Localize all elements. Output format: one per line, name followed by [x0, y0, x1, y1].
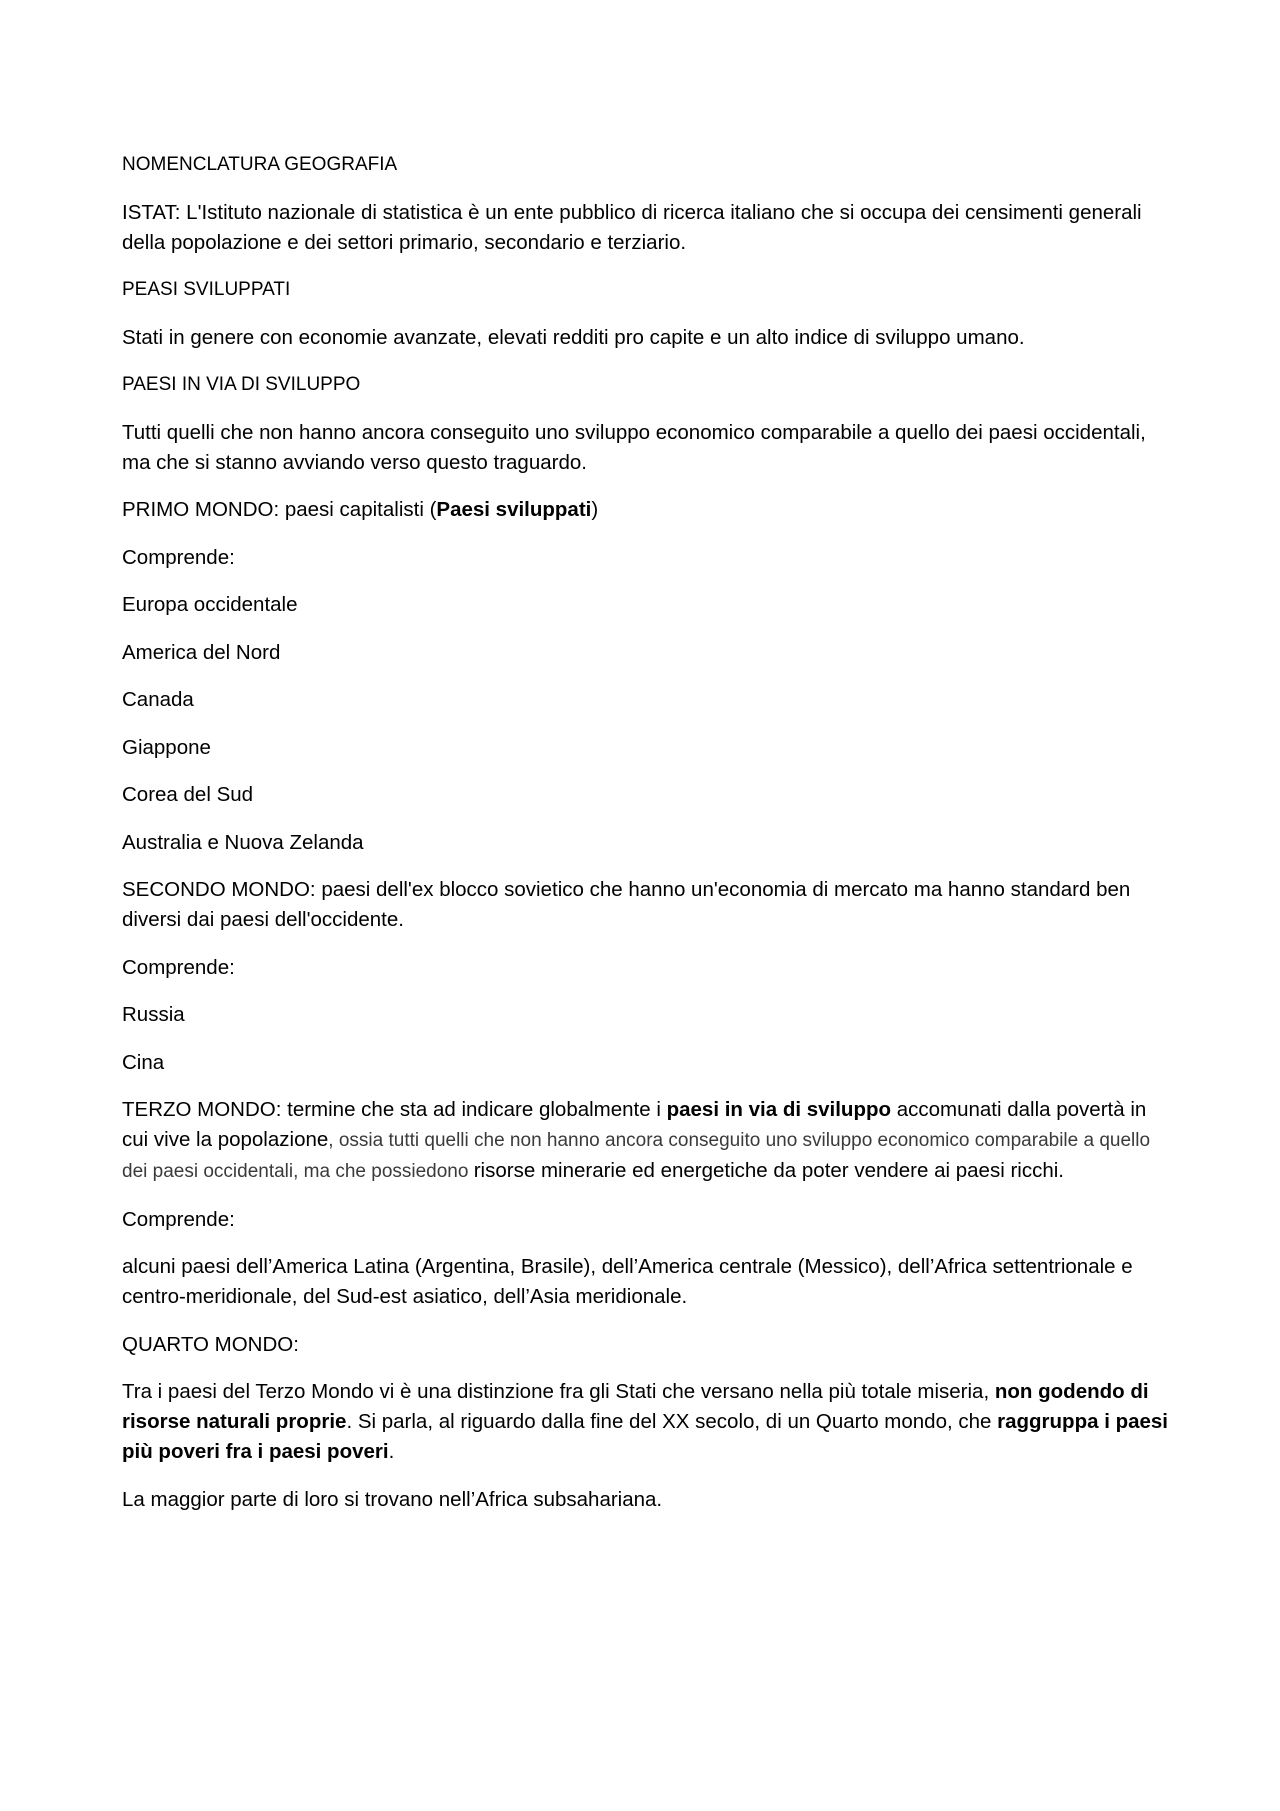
- sviluppati-heading: PEASI SVILUPPATI: [122, 279, 291, 300]
- primo-item: Giappone: [122, 735, 211, 759]
- quarto-part2: . Si parla, al riguardo dalla fine del XX secolo, di un Quarto mondo, che: [346, 1410, 998, 1433]
- secondo-mondo-paragraph: SECONDO MONDO: paesi dell'ex blocco sovietico che hanno un'economia di mercato ma hanno standard ben diversi dai paesi dell'occidente.: [122, 878, 1131, 931]
- sviluppati-paragraph: Stati in genere con economie avanzate, elevati redditi pro capite e un alto indice di sviluppo umano.: [122, 325, 1025, 349]
- quarto-last-paragraph: La maggior parte di loro si trovano nell’Africa subsahariana.: [122, 1487, 663, 1511]
- quarto-bold1: non godendo di risorse naturali proprie: [122, 1380, 1149, 1433]
- in-via-paragraph: Tutti quelli che non hanno ancora conseguito uno sviluppo economico comparabile a quello dei paesi occidentali, ma che si stanno avviando verso questo traguardo.: [122, 420, 1146, 474]
- terzo-thin: , ossia tutti quelli che non hanno ancora conseguito uno sviluppo economico comparabile a quello dei paesi occidentali, ma che possiedono: [122, 1130, 1151, 1182]
- primo-comprende: Comprende:: [122, 545, 235, 569]
- document-page: [122, 150, 1172, 1532]
- secondo-comprende: Comprende:: [122, 955, 235, 979]
- primo-item: Australia e Nuova Zelanda: [122, 830, 364, 854]
- terzo-list-paragraph: alcuni paesi dell’America Latina (Argentina, Brasile), dell’America centrale (Messico), dell’Africa settentrionale e centro-meridionale, del Sud-est asiatico, dell’Asia meridionale.: [122, 1255, 1133, 1308]
- istat-paragraph: ISTAT: L'Istituto nazionale di statistica è un ente pubblico di ricerca italiano che si occupa dei censimenti generali della popolazione e dei settori primario, secondario e terziario.: [122, 200, 1142, 254]
- document-title: NOMENCLATURA GEOGRAFIA: [122, 154, 398, 175]
- quarto-bold2: raggruppa i paesi più poveri fra i paesi poveri: [122, 1410, 1169, 1463]
- terzo-part1: TERZO MONDO: termine che sta ad indicare globalmente i: [122, 1098, 667, 1121]
- primo-mondo-paragraph: [122, 495, 1172, 525]
- secondo-item: Cina: [122, 1050, 165, 1074]
- terzo-mondo-paragraph: [122, 1095, 1172, 1187]
- primo-item: America del Nord: [122, 640, 281, 664]
- terzo-comprende: Comprende:: [122, 1207, 235, 1231]
- terzo-part3: risorse minerarie ed energetiche da poter vendere ai paesi ricchi.: [473, 1159, 1064, 1182]
- primo-item: Canada: [122, 688, 194, 711]
- quarto-part3: .: [388, 1440, 395, 1463]
- terzo-bold1: paesi in via di sviluppo: [666, 1098, 892, 1121]
- primo-suffix: ): [591, 498, 599, 521]
- terzo-part2: accomunati dalla povertà in cui vive la popolazione: [122, 1098, 1147, 1151]
- primo-bold: Paesi sviluppati: [436, 498, 592, 521]
- secondo-item: Russia: [122, 1003, 185, 1026]
- quarto-part1: Tra i paesi del Terzo Mondo vi è una distinzione fra gli Stati che versano nella più totale miseria,: [122, 1380, 995, 1403]
- quarto-paragraph: [122, 1377, 1172, 1467]
- primo-prefix: PRIMO MONDO: paesi capitalisti (: [122, 498, 437, 521]
- in-via-heading: PAESI IN VIA DI SVILUPPO: [122, 374, 361, 395]
- primo-item: Europa occidentale: [122, 593, 298, 616]
- quarto-heading: QUARTO MONDO:: [122, 1332, 299, 1356]
- primo-item: Corea del Sud: [122, 783, 254, 806]
